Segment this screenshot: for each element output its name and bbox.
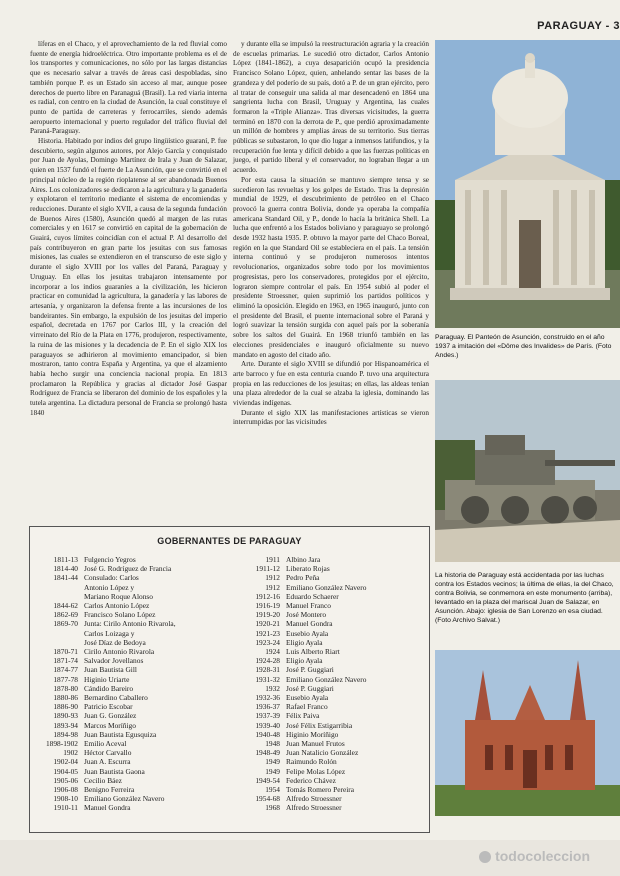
- paragraph-arte: Arte. Durante el siglo XVIII se difundió por Hispanoamérica el arte barroco y fue en esta centuria cuando P. tuvo una arquitectura propia en las reducciones de los jesuitas; en ellas, las aldeas tenían una plaza alrededor de la cual se alzaba la iglesia, dominando las viviendas indígenas.: [233, 360, 429, 408]
- paragraph: líferas en el Chaco, y el aprovechamiento de la red fluvial como fuente de energía hidroeléctrica. Otro importante problema es el de los transportes y comunicaciones, no sólo por las largas distancias que es necesario salvar a través de áreas casi despobladas, sino también porque P. es un Estado sin acceso al mar, aunque posee derechos de puerto libre en Paranaguá (Brasil). La red viaria interna es radial, con centro en la ciudad de Asunción, la cual constituye el punto de partida de carreteras y ferrocarriles, siendo además aeropuerto internacional y puerto regulador del tráfico fluvial del Paraná-Paraguay.: [30, 40, 227, 136]
- governor-name: Marcos Moríñigo: [84, 720, 136, 730]
- governors-list-left: [38, 555, 238, 813]
- governor-row: [38, 767, 238, 776]
- governor-years: [38, 629, 78, 638]
- governor-years: 1932: [265, 683, 280, 693]
- governor-years: [38, 638, 78, 647]
- governor-name: Eusebio Ayala: [286, 628, 329, 638]
- governor-name: Eusebio Ayala: [286, 693, 329, 703]
- photo-chaco-monument: [435, 380, 620, 562]
- governor-row: [38, 592, 238, 601]
- footer-bar: [0, 840, 620, 876]
- governor-years: 1911: [265, 555, 280, 564]
- governor-years: 1877-78: [53, 674, 78, 684]
- paragraph: Durante el siglo XIX las manifestaciones artísticas se vieron interrumpidas por las vicisitudes: [233, 408, 429, 427]
- governor-years: 1948-49: [255, 748, 280, 758]
- governor-name: Juan Bautista Egusquiza: [84, 729, 157, 739]
- governor-row: [234, 803, 424, 812]
- governor-row: [38, 555, 238, 564]
- governor-row: [234, 693, 424, 702]
- governor-years: 1904-05: [53, 766, 78, 776]
- caption-history: La historia de Paraguay está accidentada por las luchas contra los Estados vecinos; la última de ellas, la del Chaco, contra Bolivia, se conmemora en este monumento (arriba), levantado en la plaza del mariscal Juan de Salazar, en Asunción. Abajo: iglesia de San Lorenzo en esa ciudad. (Foto Archivo Salvat.): [435, 572, 614, 624]
- governor-years: 1862-69: [53, 610, 78, 620]
- governor-name: Francisco Solano López: [84, 610, 156, 620]
- governor-years: 1886-90: [53, 702, 78, 712]
- governor-name: Carlos Antonio López: [84, 601, 150, 611]
- governor-years: 1841-44: [53, 573, 78, 583]
- governor-row: [234, 794, 424, 803]
- governor-years: 1902-04: [53, 757, 78, 767]
- governor-row: [38, 748, 238, 757]
- governor-row: [38, 702, 238, 711]
- governor-name: José P. Guggiari: [286, 683, 334, 693]
- governor-row: [38, 573, 238, 582]
- governor-name: Liberato Rojas: [286, 564, 330, 574]
- governor-row: [234, 711, 424, 720]
- governor-row: [38, 785, 238, 794]
- paragraph: y durante ella se impulsó la reestructuración agraria y la creación de escuelas primarias. Le sucedió otro dictador, Carlos Antonio López (1841-1862), a cuya desaparición ocupó la presidencia Francisco Solano López, quien, anhelando sentar las bases de la grandeza y del poderío de su país, dotó a P. de un gran ejército, pero al tratar de conseguir una salida al mar desencadenó en 1864 una sangrienta lucha con Brasil, Uruguay y Argentina, las cuales formaron la «Triple Alianza». Tras diversas vicisitudes, la guerra terminó en 1870 con la derrota de P., que perdió aproximadamente un millón de hombres y amplias áreas de su territorio. Sus tierras públicas se subastaron, lo que dio lugar a inmensos latifundios, y la recuperación fue lenta y difícil debido a que las fuerzas políticas en juego, el partido liberal y el conservador, no lograban llegar a un acuerdo.: [233, 40, 429, 175]
- governor-years: 1912: [265, 573, 280, 583]
- governor-years: 1932-36: [255, 693, 280, 703]
- governor-years: 1844-62: [53, 601, 78, 611]
- governor-name: Fulgencio Yegros: [84, 555, 136, 564]
- governors-table: [29, 526, 430, 833]
- governor-name: Patricio Escobar: [84, 702, 133, 712]
- governor-row: [234, 583, 424, 592]
- governor-row: [234, 573, 424, 582]
- governor-years: 1920-21: [255, 619, 280, 629]
- governor-years: 1906-08: [53, 785, 78, 795]
- governor-row: [38, 794, 238, 803]
- governor-name: Emiliano González Navero: [286, 582, 367, 592]
- governor-years: 1936-37: [255, 702, 280, 712]
- governor-name: Eduardo Schaerer: [286, 591, 339, 601]
- governor-name: Félix Paiva: [286, 711, 320, 721]
- governor-name: Luis Alberto Riart: [286, 647, 340, 657]
- governor-row: [38, 739, 238, 748]
- governor-name: Juan A. Escurra: [84, 757, 131, 767]
- governor-years: 1954-68: [255, 794, 280, 804]
- governor-years: 1880-86: [53, 693, 78, 703]
- governor-name: José P. Guggiari: [286, 665, 334, 675]
- governor-name: Juan Bautista Gaona: [84, 766, 145, 776]
- governor-years: 1905-06: [53, 775, 78, 785]
- governor-row: [234, 785, 424, 794]
- governor-name: Manuel Gondra: [286, 619, 333, 629]
- governor-row: [38, 564, 238, 573]
- governor-row: [234, 665, 424, 674]
- governor-years: 1928-31: [255, 665, 280, 675]
- governor-name: José Montero: [286, 610, 327, 620]
- governor-years: 1940-48: [255, 729, 280, 739]
- governor-years: [38, 583, 78, 592]
- paragraph: Por esta causa la situación se mantuvo siempre tensa y se sucedieron las revueltas y los golpes de Estado. Tras la depresión mundial de 1929, el descubrimiento de petróleo en el Chaco provocó la guerra contra Bolivia, donde ya operaba la compañía americana Standard Oil, y P., donde lo hacía la británica Shell. La lucha que enfrentó a los Estados boliviano y paraguayo se prolongó desde 1932 hasta 1935. P. obtuvo la mayor parte del Chaco Boreal, región en la que Standard Oil se estableciera en el país. La tensión interna continuó y se produjeron numerosos intentos revolucionarios, organizados sobre todo por los movimientos progresistas, pero los conservadores, protegidos por el ejército, lograron siempre controlar el país. En 1954 subió al poder el presidente Stroessner, quien suprimió los partidos políticos y eliminó la oposición. Elegido en 1963, en 1965 inauguró, junto con el presidente del Brasil, el puente internacional sobre el Paraná y logró suavizar la tensión surgida con aquel país por la soberanía sobre los saltos del Guairá. En 1968 triunfó también en las elecciones presidenciales e inauguró oficialmente su nuevo mandato en agosto del citado año.: [233, 175, 429, 359]
- governor-years: 1949-54: [255, 775, 280, 785]
- text-column-left: [30, 40, 227, 418]
- governor-row: [38, 675, 238, 684]
- governor-name: Juan Bautista Gill: [84, 665, 137, 675]
- governor-row: [234, 629, 424, 638]
- governor-name: Cirilo Antonio Rivarola: [84, 647, 155, 657]
- governor-name: Higinio Moríñigo: [286, 729, 339, 739]
- governor-row: [234, 675, 424, 684]
- governor-years: 1921-23: [255, 628, 280, 638]
- governor-years: 1870-71: [53, 647, 78, 657]
- governor-row: [38, 610, 238, 619]
- governor-years: 1912: [265, 582, 280, 592]
- governor-row: [38, 665, 238, 674]
- governor-years: 1948: [265, 739, 280, 749]
- governor-row: [38, 601, 238, 610]
- governor-row: [234, 564, 424, 573]
- governor-name: Pedro Peña: [286, 573, 320, 583]
- governor-name: Raimundo Rolón: [286, 757, 337, 767]
- governor-years: 1910-11: [53, 803, 78, 813]
- governor-row: [234, 739, 424, 748]
- governor-years: [38, 592, 78, 601]
- governor-row: [234, 656, 424, 665]
- governor-years: 1954: [265, 785, 280, 795]
- governor-name: Juan Natalicio González: [286, 748, 359, 758]
- governor-years: 1890-93: [53, 711, 78, 721]
- governor-name: Higinio Uriarte: [84, 674, 130, 684]
- governor-row: [38, 684, 238, 693]
- watermark: todocoleccion: [479, 848, 590, 864]
- caption-pantheon: Paraguay. El Panteón de Asunción, construido en el año 1937 a imitación del «Dôme des Invalides» de París. (Foto Andes.): [435, 334, 612, 359]
- governor-years: 1916-19: [255, 601, 280, 611]
- governor-name: Albino Jara: [286, 555, 321, 564]
- governor-name: Felipe Molas López: [286, 766, 346, 776]
- governor-row: [234, 684, 424, 693]
- governor-name: Héctor Carvallo: [84, 748, 132, 758]
- governor-name: Federico Chávez: [286, 775, 336, 785]
- governor-name: Emiliano González Navero: [84, 794, 165, 804]
- governor-row: [38, 730, 238, 739]
- governor-name: José Díaz de Bedoya: [84, 637, 146, 647]
- governor-name: Eligio Ayala: [286, 656, 323, 666]
- governor-name: Mariano Roque Alonso: [84, 591, 153, 601]
- governor-years: 1898-1902: [45, 739, 78, 749]
- governor-name: Cecilio Báez: [84, 775, 122, 785]
- governor-years: 1968: [265, 803, 280, 813]
- governor-row: [234, 619, 424, 628]
- governor-name: José Félix Estigarribia: [286, 720, 353, 730]
- governor-name: Benigno Ferreira: [84, 785, 135, 795]
- governor-years: 1894-98: [53, 729, 78, 739]
- governor-years: 1902: [63, 748, 78, 758]
- governors-list-right: [234, 555, 424, 813]
- governor-name: Emilio Aceval: [84, 739, 127, 749]
- governor-name: Rafael Franco: [286, 702, 328, 712]
- governor-row: [38, 583, 238, 592]
- governor-row: [234, 748, 424, 757]
- governor-name: Junta: Cirilo Antonio Rivarola,: [84, 619, 176, 629]
- governor-years: 1908-10: [53, 794, 78, 804]
- governor-name: Alfredo Stroessner: [286, 794, 342, 804]
- governor-years: 1924: [265, 647, 280, 657]
- governor-years: 1924-28: [255, 656, 280, 666]
- governor-row: [38, 776, 238, 785]
- governor-row: [234, 601, 424, 610]
- governor-row: [234, 555, 424, 564]
- governor-row: [38, 619, 238, 628]
- governor-name: Emiliano González Navero: [286, 674, 367, 684]
- governor-years: 1878-80: [53, 683, 78, 693]
- governor-name: Bernardino Caballero: [84, 693, 148, 703]
- governor-name: Manuel Franco: [286, 601, 331, 611]
- governor-row: [38, 711, 238, 720]
- governor-name: Eligio Ayala: [286, 637, 323, 647]
- governor-row: [38, 629, 238, 638]
- photo-pantheon: [435, 40, 620, 328]
- governor-row: [38, 647, 238, 656]
- governor-years: 1814-40: [53, 564, 78, 574]
- governor-name: Juan Manuel Frutos: [286, 739, 345, 749]
- governor-years: 1811-13: [53, 555, 78, 564]
- governor-name: Consulado: Carlos: [84, 573, 139, 583]
- governor-years: 1949: [265, 757, 280, 767]
- governor-name: Tomás Romero Pereira: [286, 785, 355, 795]
- governor-name: Manuel Gondra: [84, 803, 131, 813]
- governor-years: 1949: [265, 766, 280, 776]
- governor-row: [234, 730, 424, 739]
- governor-row: [38, 656, 238, 665]
- governor-row: [38, 803, 238, 812]
- governor-name: Alfredo Stroessner: [286, 803, 342, 813]
- governor-years: 1939-40: [255, 720, 280, 730]
- governor-row: [234, 757, 424, 766]
- governor-name: Salvador Jovellanos: [84, 656, 144, 666]
- paragraph-historia: Historia. Habitado por indios del grupo lingüístico guaraní, P. fue descubierto, según algunos autores, por Alejo García y conquistado por Juan de Ayolas, Domingo Martínez de Irala y Juan de Salazar, quien en 1537 fundó el fuerte de La Asunción, que se convirtió en el principal núcleo de la región rioplatense al ser abandonada Buenos Aires. Los colonizadores se dedicaron a la agricultura y la ganadería y explotaron el territorio mediante el sistema de encomiendas y reducciones. Durante el siglo XVII, a causa de la segunda fundación de Buenos Aires (1580), Asunción quedó al margen de las rutas comerciales y en 1617 se convirtió en capital de la gobernación de Guairá, cuyos límites coincidían con el actual P. Al desarrollo del país contribuyeron en gran parte los jesuitas con sus famosas misiones, las cuales se extendieron en el transcurso de este siglo y durante el siglo XVIII por los valles del Paraná, Paraguay y Uruguay. En ellas los jesuitas trabajaron intensamente por incorporar a los indios guaraníes a la civilización, les hicieron practicar en comunidad la agricultura, la ganadería y las labores de artesanía, y organizaron la defensa frente a las incursiones de los bandeirantes. Sin embargo, la expulsión de los jesuitas del imperio español, decretada en 1767 por Carlos III, y la creación del virreinato del Río de la Plata en 1776, produjeron, respectivamente, la ruina de las misiones y la decadencia de P. En el siglo XIX los paraguayos se adhirieron al movimiento emancipador, si bien mostraron, tanto contra España y Argentina, ya que el alzamiento había hecho surgir una conciencia nacional propia. En 1813 proclamaron la República y gracias al dictador José Gaspar Rodríguez de Francia se liberaron del dominio de los españoles y la tutela argentina. La dictadura personal de Francia se prolongó hasta 1840: [30, 137, 227, 417]
- governor-row: [234, 767, 424, 776]
- governor-row: [234, 647, 424, 656]
- governor-years: 1923-24: [255, 637, 280, 647]
- text-column-middle: [233, 40, 429, 428]
- governor-name: José G. Rodríguez de Francia: [84, 564, 172, 574]
- page-header: PARAGUAY - 3: [537, 20, 620, 32]
- governor-years: 1919-20: [255, 610, 280, 620]
- governor-row: [234, 610, 424, 619]
- governor-years: 1871-74: [53, 656, 78, 666]
- governor-row: [234, 721, 424, 730]
- governor-years: 1874-77: [53, 665, 78, 675]
- governor-years: 1893-94: [53, 720, 78, 730]
- governor-years: 1912-16: [255, 591, 280, 601]
- governor-row: [38, 757, 238, 766]
- governor-row: [38, 693, 238, 702]
- governor-years: 1931-32: [255, 674, 280, 684]
- governor-row: [234, 776, 424, 785]
- governor-row: [234, 702, 424, 711]
- watermark-icon: [479, 851, 491, 863]
- governor-years: 1937-39: [255, 711, 280, 721]
- governor-name: Carlos Loizaga y: [84, 628, 135, 638]
- governor-name: Juan G. González: [84, 711, 137, 721]
- photo-san-lorenzo-church: [435, 650, 620, 816]
- governor-row: [38, 721, 238, 730]
- governor-row: [234, 638, 424, 647]
- governor-name: Antonio López y: [84, 582, 135, 592]
- governor-years: 1869-70: [53, 619, 78, 629]
- governor-name: Cándido Bareiro: [84, 683, 134, 693]
- governor-row: [234, 592, 424, 601]
- governors-title: GOBERNANTES DE PARAGUAY: [157, 536, 302, 546]
- governor-row: [38, 638, 238, 647]
- governor-years: 1911-12: [255, 564, 280, 574]
